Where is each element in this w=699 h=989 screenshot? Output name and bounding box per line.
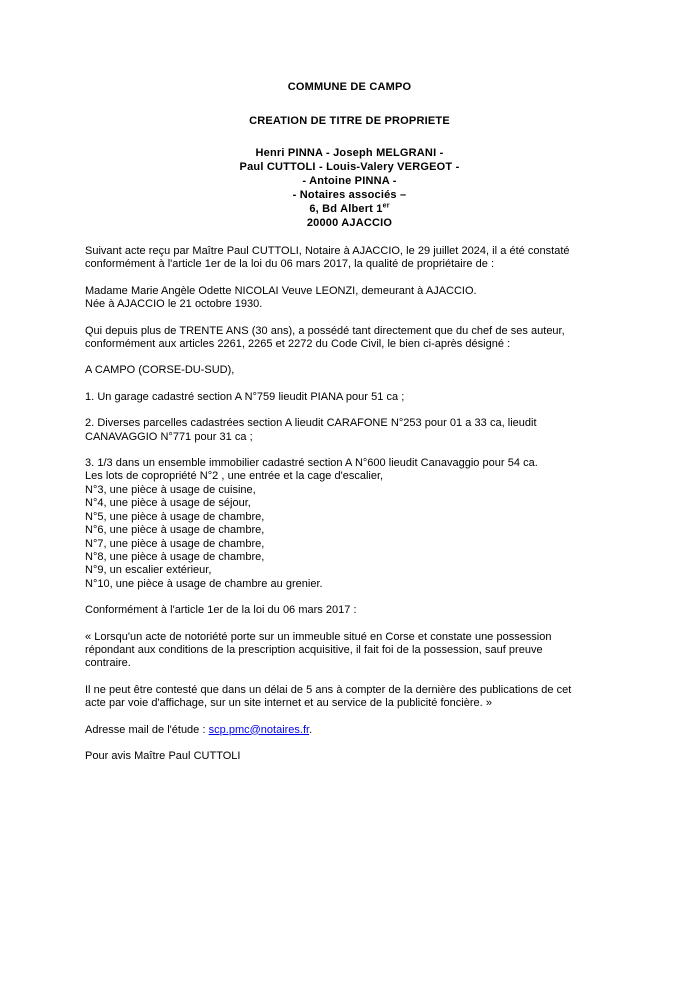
lot-item: N°8, une pièce à usage de chambre, xyxy=(85,550,265,563)
law-quote-line-1: « Lorsqu'un acte de notoriété porte sur un immeuble situé en Corse et constate une possession xyxy=(85,630,552,643)
commune-title: COMMUNE DE CAMPO xyxy=(287,81,412,93)
property-item-2-line-1: 2. Diverses parcelles cadastrées section A lieudit CARAFONE N°253 pour 01 a 33 ca, lieudit xyxy=(85,417,537,430)
lot-item: N°10, une pièce à usage de chambre au grenier. xyxy=(85,577,323,590)
property-item-2 xyxy=(85,417,602,444)
property-item-1: 1. Un garage cadastré section A N°759 lieudit PIANA pour 51 ca ; xyxy=(85,390,405,403)
ordinal-suffix: er xyxy=(382,202,390,210)
lot-item: N°9, un escalier extérieur, xyxy=(85,564,212,577)
notary-name-line-3: - Antoine PINNA - xyxy=(302,175,397,187)
email-paragraph xyxy=(85,724,602,737)
possession-paragraph xyxy=(85,325,602,352)
lot-item: N°4, une pièce à usage de séjour, xyxy=(85,497,251,510)
property-item-2-line-2: CANAVAGGIO N°771 pour 31 ca ; xyxy=(85,430,253,443)
lot-item: N°5, une pièce à usage de chambre, xyxy=(85,510,265,523)
locality-line: A CAMPO (CORSE-DU-SUD), xyxy=(85,364,235,377)
intro-line-1: Suivant acte reçu par Maître Paul CUTTOLI, Notaire à AJACCIO, le 29 juillet 2024, il a été constaté xyxy=(85,245,570,257)
owner-paragraph xyxy=(85,285,602,312)
header-spacer xyxy=(0,94,699,114)
notary-name-line-1: Henri PINNA - Joseph MELGRANI - xyxy=(255,147,444,159)
possession-line-2: conformément aux articles 2261, 2265 et 2272 du Code Civil, le bien ci-après désigné : xyxy=(85,338,511,351)
owner-birth-line: Née à AJACCIO le 21 octobre 1930. xyxy=(85,298,263,311)
property-item-3-line-1: 3. 1/3 dans un ensemble immobilier cadastré section A N°600 lieudit Canavaggio pour 54 ca. xyxy=(85,457,538,470)
notaries-associes-line: - Notaires associés – xyxy=(292,189,407,201)
law-quote-line-2: répondant aux conditions de la prescription acquisitive, il fait foi de la possession, sauf preuve xyxy=(85,643,543,656)
lot-item: N°6, une pièce à usage de chambre, xyxy=(85,524,265,537)
law-reference-line: Conformément à l'article 1er de la loi du 06 mars 2017 : xyxy=(85,604,357,617)
office-city-line: 20000 AJACCIO xyxy=(306,217,393,229)
possession-line-1: Qui depuis plus de TRENTE ANS (30 ans), a possédé tant directement que du chef de ses auteur, xyxy=(85,324,565,337)
law-quote-line-3: contraire. xyxy=(85,657,131,670)
office-street-address-text: 6, Bd Albert 1 xyxy=(309,203,383,215)
law-quote-paragraph xyxy=(85,631,602,671)
document-header xyxy=(0,80,699,230)
intro-paragraph xyxy=(85,245,602,272)
signature-line: Pour avis Maître Paul CUTTOLI xyxy=(85,749,241,762)
intro-line-2: conformément à l'article 1er de la loi du 06 mars 2017, la qualité de propriétaire de : xyxy=(85,258,495,271)
lot-item: Les lots de copropriété N°2 , une entrée et la cage d'escalier, xyxy=(85,470,384,483)
email-trailing-period: . xyxy=(309,723,313,736)
contest-line-2: acte par voie d'affichage, sur un site internet et au service de la publicité foncière. » xyxy=(85,697,492,710)
header-spacer xyxy=(0,128,699,146)
owner-identity-line: Madame Marie Angèle Odette NICOLAI Veuve LEONZI, demeurant à AJACCIO. xyxy=(85,284,477,297)
document-title: CREATION DE TITRE DE PROPRIETE xyxy=(249,115,450,127)
email-label: Adresse mail de l'étude : xyxy=(85,723,209,736)
lot-item: N°7, une pièce à usage de chambre, xyxy=(85,537,265,550)
property-item-3 xyxy=(85,457,602,591)
email-link[interactable]: scp.pmc@notaires.fr xyxy=(208,723,310,736)
office-street-address xyxy=(0,202,699,216)
notary-name-line-2: Paul CUTTOLI - Louis-Valery VERGEOT - xyxy=(239,161,460,173)
contest-paragraph xyxy=(85,684,602,711)
document-body xyxy=(85,245,602,776)
lot-item: N°3, une pièce à usage de cuisine, xyxy=(85,483,256,496)
contest-line-1: Il ne peut être contesté que dans un délai de 5 ans à compter de la dernière des publications de cet xyxy=(85,683,572,696)
